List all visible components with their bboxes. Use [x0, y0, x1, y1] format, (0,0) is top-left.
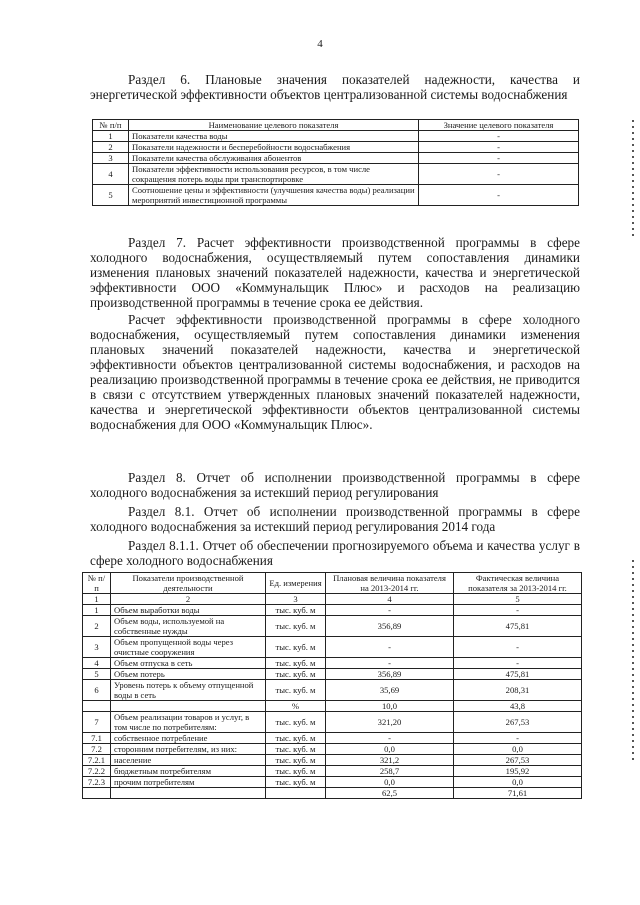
- table-header-numbers-row: 1 2 3 4 5: [83, 594, 582, 605]
- table-row: 7.2.1 население тыс. куб. м 321,2 267,53: [83, 755, 582, 766]
- table-row: 7.2.2 бюджетным потребителям тыс. куб. м 258,7 195,92: [83, 766, 582, 777]
- section-6-title: Раздел 6. Плановые значения показателей надежности, качества и энергетической эффективности объектов централизованной системы водоснабжения: [90, 72, 580, 102]
- col-header-unit: Ед. измерения: [266, 573, 326, 594]
- section-7-paragraph-2: Расчет эффективности производственной программы в сфере холодного водоснабжения, осуществляемый путем сопоставления динамики изменения плановых значений показателей надежности, качества и энергетической эффективности объектов централизованной системы водоснабжения, и расходов на реализацию производственной программы в течение срока ее действия, не приводится в связи с отсутствием утвержденных плановых значений показателей надежности, качества и энергетической эффективности объектов централизованной системы водоснабжения для ООО «Коммунальщик Плюс».: [90, 312, 580, 432]
- col-header-indicator-name: Наименование целевого показателя: [129, 120, 419, 131]
- table-row: 6 Уровень потерь к объему отпущенной воды в сеть тыс. куб. м 35,69 208,31: [83, 680, 582, 701]
- section-8-1-1-title: Раздел 8.1.1. Отчет об обеспечении прогнозируемого объема и качества услуг в сфере холодного водоснабжения: [90, 538, 580, 568]
- table-row: 1 Показатели качества воды -: [93, 131, 579, 142]
- table-row: 3 Объем пропущенной воды через очистные сооружения тыс. куб. м - -: [83, 637, 582, 658]
- scan-edge-mark: [632, 560, 634, 760]
- col-header-indicator-value: Значение целевого показателя: [419, 120, 579, 131]
- page-number: 4: [317, 38, 323, 50]
- col-header-planned: Плановая величина показателя на 2013-2014 гг.: [326, 573, 454, 594]
- table-row: % 10,0 43,8: [83, 701, 582, 712]
- table-row: 5 Соотношение цены и эффективности (улучшения качества воды) реализации мероприятий инвестиционной программы -: [93, 185, 579, 206]
- table-row: 2 Показатели надежности и бесперебойности водоснабжения -: [93, 142, 579, 153]
- table-header-row: [83, 573, 582, 594]
- col-header-actual: Фактическая величина показателя за 2013-2014 гг.: [454, 573, 582, 594]
- table-row: 62,5 71,61: [83, 788, 582, 799]
- table-row: 4 Объем отпуска в сеть тыс. куб. м - -: [83, 658, 582, 669]
- table-row: 7 Объем реализации товаров и услуг, в том числе по потребителям: тыс. куб. м 321,20 267,53: [83, 712, 582, 733]
- section-8-1-title: Раздел 8.1. Отчет об исполнении производственной программы в сфере холодного водоснабжения за истекший период регулирования 2014 года: [90, 504, 580, 534]
- col-header-number: № п/п: [83, 573, 111, 594]
- table-row: 4 Показатели эффективности использования ресурсов, в том числе сокращения потерь воды при транспортировке -: [93, 164, 579, 185]
- table-row: 1 Объем выработки воды тыс. куб. м - -: [83, 605, 582, 616]
- table-header-row: [93, 120, 579, 131]
- table-row: 7.2.3 прочим потребителям тыс. куб. м 0,0 0,0: [83, 777, 582, 788]
- section-7-paragraph-1: Раздел 7. Расчет эффективности производственной программы в сфере холодного водоснабжения, осуществляемый путем сопоставления динамики изменения плановых значений показателей надежности, качества и энергетической эффективности ООО «Коммунальщик Плюс» и расходов на реализацию производственной программы в течение срока ее действия.: [90, 235, 580, 310]
- col-header-indicator: Показатели производственной деятельности: [111, 573, 266, 594]
- table-row: 5 Объем потерь тыс. куб. м 356,89 475,81: [83, 669, 582, 680]
- col-header-number: № п/п: [93, 120, 129, 131]
- table-row: 3 Показатели качества обслуживания абонентов -: [93, 153, 579, 164]
- scan-edge-mark: [632, 120, 634, 240]
- table-row: 2 Объем воды, используемой на собственные нужды тыс. куб. м 356,89 475,81: [83, 616, 582, 637]
- table-row: 7.2 сторонним потребителям, из них: тыс. куб. м 0,0 0,0: [83, 744, 582, 755]
- production-report-table: [82, 572, 582, 799]
- section-8-title: Раздел 8. Отчет об исполнении производственной программы в сфере холодного водоснабжения за истекший период регулирования: [90, 470, 580, 500]
- section-6-table: [92, 119, 579, 206]
- table-row: 7.1 собственное потребление тыс. куб. м - -: [83, 733, 582, 744]
